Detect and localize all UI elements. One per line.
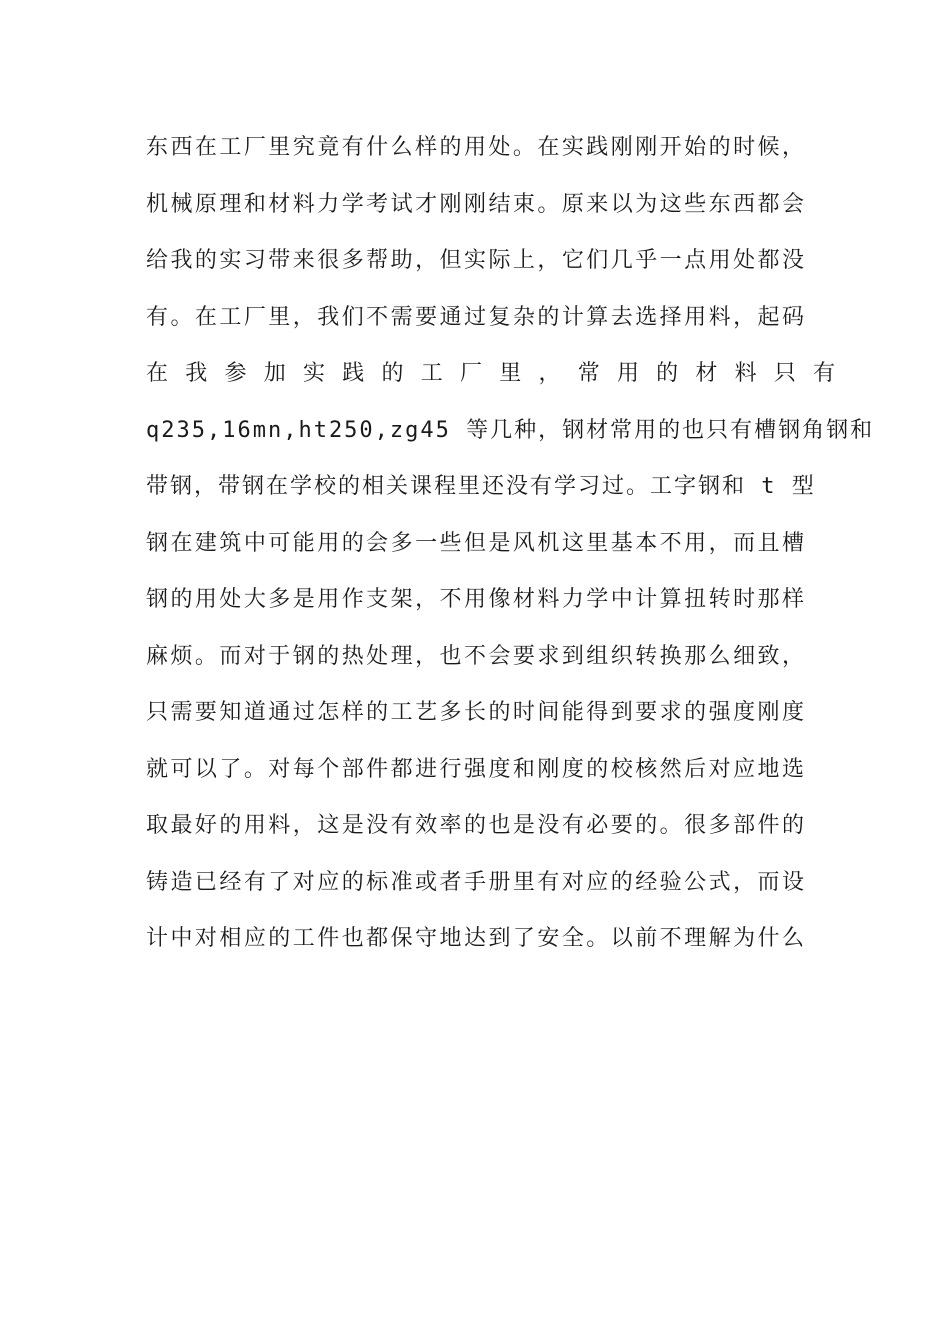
text-line: q235,16mn,ht250,zg45 等几种，钢材常用的也只有槽钢角钢和 [146, 417, 875, 443]
text-line: 铸造已经有了对应的标准或者手册里有对应的经验公式，而设 [146, 869, 806, 895]
text-line: 取最好的用料，这是没有效率的也是没有必要的。很多部件的 [146, 813, 806, 838]
text-line: 带钢，带钢在学校的相关课程里还没有学习过。工字钢和 t 型 [146, 474, 816, 499]
text-line: 麻烦。而对于钢的热处理，也不会要求到组织转换那么细致， [146, 643, 806, 669]
body-text [146, 128, 875, 976]
text-line: 给我的实习带来很多帮助，但实际上，它们几乎一点用处都没 [146, 248, 806, 273]
text-line: 东西在工厂里究竟有什么样的用处。在实践刚刚开始的时候， [146, 135, 806, 160]
text-line: 钢在建筑中可能用的会多一些但是风机这里基本不用，而且槽 [146, 530, 806, 556]
text-line: 有。在工厂里，我们不需要通过复杂的计算去选择用料，起码 [146, 304, 806, 330]
text-line: 只需要知道通过怎样的工艺多长的时间能得到要求的强度刚度 [146, 700, 806, 725]
text-line: 在 我 参 加 实 践 的 工 厂 里 ， 常 用 的 材 料 只 有 [146, 361, 838, 386]
text-line: 机械原理和材料力学考试才刚刚结束。原来以为这些东西都会 [146, 191, 806, 217]
text-line: 就可以了。对每个部件都进行强度和刚度的校核然后对应地选 [146, 756, 806, 782]
text-line: 计中对相应的工件也都保守地达到了安全。以前不理解为什么 [146, 926, 806, 951]
text-line: 钢的用处大多是用作支架，不用像材料力学中计算扭转时那样 [146, 587, 806, 612]
